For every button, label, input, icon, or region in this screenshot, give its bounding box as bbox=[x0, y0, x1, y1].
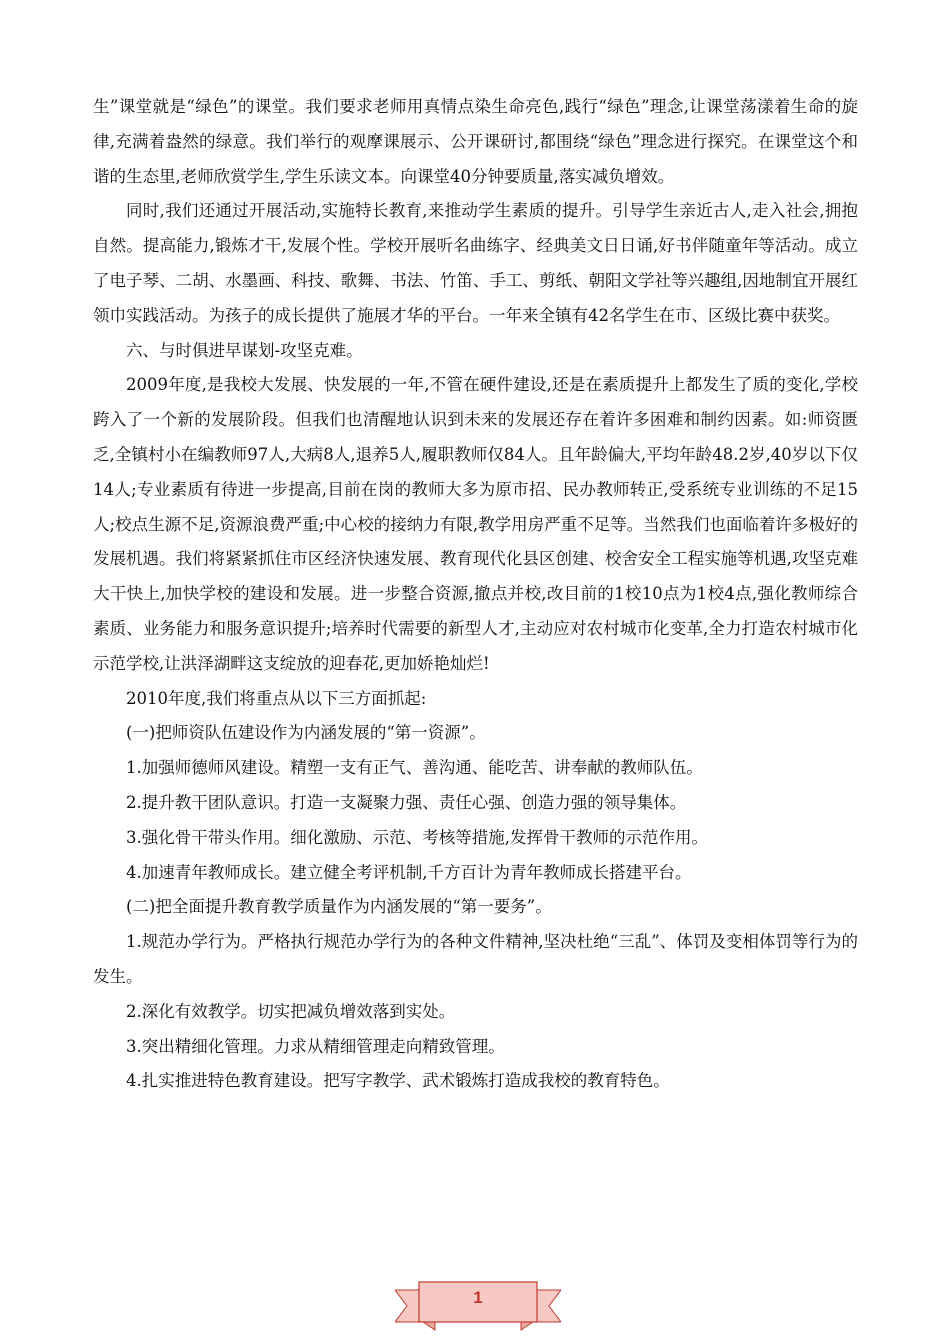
paragraph-activities: 同时,我们还通过开展活动,实施特长教育,来推动学生素质的提升。引导学生亲近古人,走入社会,拥抱自然。提高能力,锻炼才干,发展个性。学校开展听名曲练字、经典美文日日诵,好书伴随童年等活动。成立了电子琴、二胡、水墨画、科技、歌舞、书法、竹笛、手工、剪纸、朝阳文学社等兴趣组,因地制宜开展红领巾实践活动。为孩子的成长提供了施展才华的平台。一年来全镇有42名学生在市、区级比赛中获奖。 bbox=[93, 201, 858, 325]
subheading-teaching-quality: (二)把全面提升教育教学质量作为内涵发展的“第一要务”。 bbox=[126, 897, 552, 917]
paragraph-green-classroom: 生”课堂就是“绿色”的课堂。我们要求老师用真情点染生命亮色,践行“绿色”理念,让课堂荡漾着生命的旋律,充满着盎然的绿意。我们举行的观摩课展示、公开课研讨,都围绕“绿色”理念进行探究。在课堂这个和谐的生态里,老师欣赏学生,学生乐读文本。向课堂40分钟要质量,落实减负增效。 bbox=[93, 97, 858, 186]
page-number-banner bbox=[395, 1278, 561, 1338]
section-heading-six: 六、与时俱进早谋划-攻坚克难。 bbox=[126, 340, 363, 360]
list-item-ethics: 1.加强师德师风建设。精塑一支有正气、善沟通、能吃苦、讲奉献的教师队伍。 bbox=[126, 758, 703, 778]
list-item-effective-teaching: 2.深化有效教学。切实把减负增效落到实处。 bbox=[126, 1001, 456, 1021]
ribbon-icon bbox=[395, 1278, 561, 1338]
paragraph-2009-review: 2009年度,是我校大发展、快发展的一年,不管在硬件建设,还是在素质提升上都发生了质的变化,学校跨入了一个新的发展阶段。但我们也清醒地认识到未来的发展还存在着许多困难和制约因素。如:师资匮乏,全镇村小在编教师97人,大病8人,退养5人,履职教师仅84人。且年龄偏大,平均年龄48.2岁,40岁以下仅14人;专业素质有待进一步提高,目前在岗的教师大多为原市招、民办教师转正,受系统专业训练的不足15人;校点生源不足,资源浪费严重;中心校的接纳力有限,教学用房严重不足等。当然我们也面临着许多极好的发展机遇。我们将紧紧抓住市区经济快速发展、教育现代化县区创建、校舍安全工程实施等机遇,攻坚克难大干快上,加快学校的建设和发展。进一步整合资源,撤点并校,改目前的1校10点为1校4点,强化教师综合素质、业务能力和服务意识提升;培养时代需要的新型人才,主动应对农村城市化变革,全力打造农村城市化示范学校,让洪泽湖畔这支绽放的迎春花,更加娇艳灿烂! bbox=[93, 375, 858, 673]
list-item-team: 2.提升教干团队意识。打造一支凝聚力强、责任心强、创造力强的领导集体。 bbox=[126, 792, 687, 812]
list-item-regulate: 1.规范办学行为。严格执行规范办学行为的各种文件精神,坚决杜绝“三乱”、体罚及变相体罚等行为的发生。 bbox=[93, 932, 858, 986]
paragraph-2010-intro: 2010年度,我们将重点从以下三方面抓起: bbox=[126, 688, 427, 708]
list-item-special-education: 4.扎实推进特色教育建设。把写字教学、武术锻炼打造成我校的教育特色。 bbox=[126, 1071, 670, 1091]
list-item-fine-management: 3.突出精细化管理。力求从精细管理走向精致管理。 bbox=[126, 1036, 505, 1056]
document-body bbox=[93, 90, 858, 1099]
page-number: 1 bbox=[473, 1288, 483, 1307]
list-item-backbone: 3.强化骨干带头作用。细化激励、示范、考核等措施,发挥骨干教师的示范作用。 bbox=[126, 827, 708, 847]
subheading-teacher-resources: (一)把师资队伍建设作为内涵发展的“第一资源”。 bbox=[126, 723, 486, 743]
list-item-young-teachers: 4.加速青年教师成长。建立健全考评机制,千方百计为青年教师成长搭建平台。 bbox=[126, 862, 692, 882]
